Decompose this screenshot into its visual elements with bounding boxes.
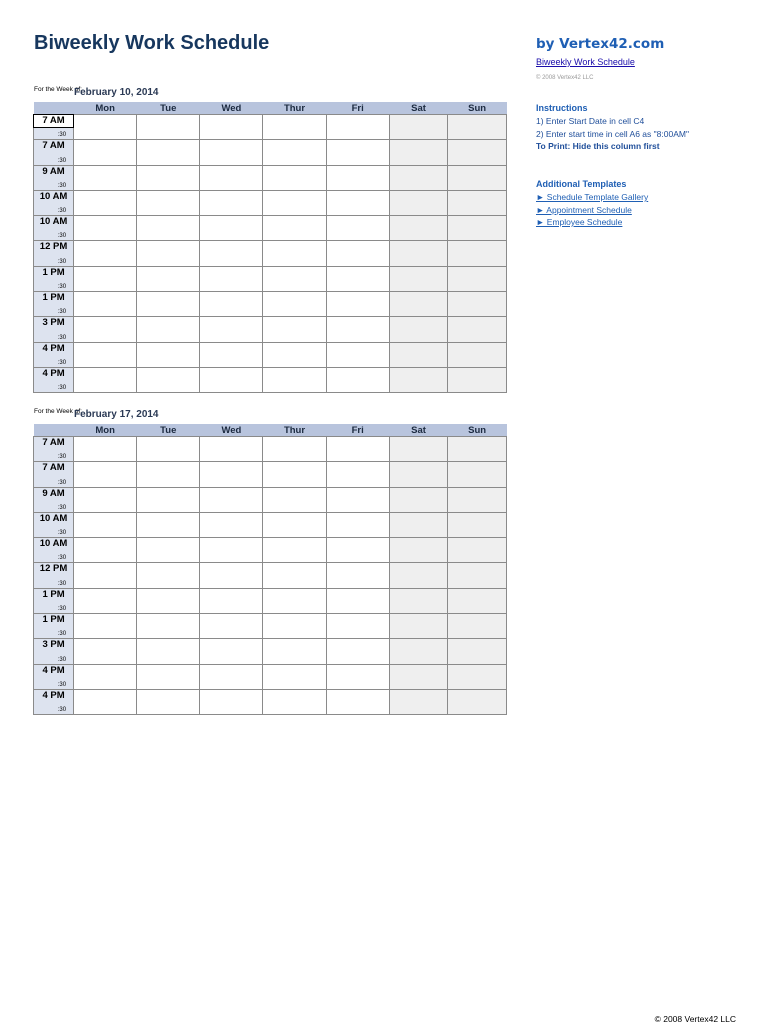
schedule-cell[interactable] <box>448 241 507 266</box>
schedule-cell[interactable] <box>137 216 200 241</box>
schedule-cell[interactable] <box>200 563 263 588</box>
schedule-cell[interactable] <box>389 342 448 367</box>
schedule-cell[interactable] <box>137 437 200 462</box>
table-row <box>34 266 507 291</box>
table-row <box>34 614 507 639</box>
schedule-cell[interactable] <box>137 563 200 588</box>
schedule-cell[interactable] <box>326 317 389 342</box>
schedule-cell[interactable] <box>326 437 389 462</box>
schedule-cell[interactable] <box>137 538 200 563</box>
schedule-cell[interactable] <box>389 165 448 190</box>
table-row <box>34 190 507 215</box>
schedule-cell[interactable] <box>74 140 137 165</box>
schedule-cell[interactable] <box>200 538 263 563</box>
template-link-gallery[interactable]: ► Schedule Template Gallery <box>536 192 649 202</box>
schedule-cell[interactable] <box>389 588 448 613</box>
table-row <box>34 512 507 537</box>
schedule-cell[interactable] <box>74 462 137 487</box>
table-row <box>34 639 507 664</box>
week-label: For the Week of: <box>34 408 82 415</box>
schedule-cell[interactable] <box>200 241 263 266</box>
schedule-table-week-2 <box>33 424 507 715</box>
schedule-cell[interactable] <box>389 563 448 588</box>
table-row <box>34 538 507 563</box>
copyright-small: © 2008 Vertex42 LLC <box>536 75 594 81</box>
schedule-cell[interactable] <box>137 266 200 291</box>
schedule-cell[interactable] <box>326 367 389 392</box>
schedule-link[interactable]: Biweekly Work Schedule <box>536 57 635 67</box>
day-header: Mon <box>74 102 137 115</box>
schedule-cell[interactable] <box>137 512 200 537</box>
schedule-cell[interactable] <box>326 462 389 487</box>
week-label: For the Week of: <box>34 86 82 93</box>
half-hour-label: :30 <box>57 606 67 613</box>
schedule-cell[interactable] <box>137 639 200 664</box>
schedule-cell[interactable] <box>74 190 137 215</box>
hour-label: 7 AM <box>33 114 74 128</box>
schedule-cell[interactable] <box>74 367 137 392</box>
table-row <box>34 367 507 392</box>
time-cell[interactable] <box>34 266 74 291</box>
schedule-cell[interactable] <box>326 538 389 563</box>
schedule-cell[interactable] <box>326 190 389 215</box>
half-hour-label: :30 <box>57 555 67 562</box>
time-cell[interactable] <box>34 241 74 266</box>
hour-label: 9 AM <box>42 487 65 499</box>
instruction-print: To Print: Hide this column first <box>536 141 660 151</box>
schedule-cell[interactable] <box>389 241 448 266</box>
day-header: Sun <box>448 424 507 437</box>
day-header: Fri <box>326 102 389 115</box>
schedule-cell[interactable] <box>200 140 263 165</box>
day-header: Mon <box>74 424 137 437</box>
hour-label: 10 AM <box>39 190 68 202</box>
half-hour-label: :30 <box>57 580 67 587</box>
schedule-cell[interactable] <box>448 487 507 512</box>
time-cell[interactable] <box>34 140 74 165</box>
table-row <box>34 317 507 342</box>
schedule-cell[interactable] <box>448 614 507 639</box>
half-hour-label: :30 <box>57 454 67 461</box>
day-header: Sat <box>389 424 448 437</box>
table-row <box>34 115 507 140</box>
schedule-cell[interactable] <box>263 140 326 165</box>
hour-label: 1 PM <box>42 266 65 278</box>
half-hour-label: :30 <box>57 334 67 341</box>
schedule-cell[interactable] <box>200 266 263 291</box>
schedule-cell[interactable] <box>448 689 507 714</box>
schedule-cell[interactable] <box>389 367 448 392</box>
schedule-cell[interactable] <box>448 165 507 190</box>
time-header <box>34 424 74 437</box>
schedule-cell[interactable] <box>326 266 389 291</box>
schedule-cell[interactable] <box>263 190 326 215</box>
schedule-cell[interactable] <box>448 462 507 487</box>
time-cell[interactable] <box>34 165 74 190</box>
schedule-cell[interactable] <box>74 614 137 639</box>
schedule-cell[interactable] <box>200 292 263 317</box>
hour-label: 4 PM <box>42 689 65 701</box>
time-cell[interactable] <box>34 367 74 392</box>
table-row <box>34 292 507 317</box>
schedule-cell[interactable] <box>200 614 263 639</box>
schedule-cell[interactable] <box>137 487 200 512</box>
hour-label: 10 AM <box>39 538 68 550</box>
half-hour-label: :30 <box>57 385 67 392</box>
time-cell[interactable] <box>34 538 74 563</box>
time-cell[interactable] <box>34 588 74 613</box>
schedule-cell[interactable] <box>200 317 263 342</box>
schedule-cell[interactable] <box>74 342 137 367</box>
schedule-cell[interactable] <box>137 140 200 165</box>
schedule-cell[interactable] <box>137 367 200 392</box>
schedule-cell[interactable] <box>74 266 137 291</box>
additional-templates-title: Additional Templates <box>536 179 627 189</box>
hour-label: 7 AM <box>42 140 65 152</box>
schedule-cell[interactable] <box>263 588 326 613</box>
schedule-cell[interactable] <box>263 487 326 512</box>
schedule-cell[interactable] <box>263 292 326 317</box>
schedule-cell[interactable] <box>326 588 389 613</box>
schedule-cell[interactable] <box>74 512 137 537</box>
schedule-cell[interactable] <box>326 165 389 190</box>
footer-copyright: © 2008 Vertex42 LLC <box>654 1014 736 1024</box>
schedule-cell[interactable] <box>448 317 507 342</box>
schedule-cell[interactable] <box>389 487 448 512</box>
schedule-cell[interactable] <box>263 538 326 563</box>
schedule-cell[interactable] <box>263 563 326 588</box>
schedule-cell[interactable] <box>389 115 448 140</box>
schedule-cell[interactable] <box>74 487 137 512</box>
schedule-cell[interactable] <box>263 317 326 342</box>
schedule-cell[interactable] <box>137 165 200 190</box>
schedule-cell[interactable] <box>137 462 200 487</box>
hour-label: 4 PM <box>42 342 65 354</box>
schedule-cell[interactable] <box>74 664 137 689</box>
hour-label: 7 AM <box>42 462 65 474</box>
schedule-cell[interactable] <box>326 664 389 689</box>
schedule-cell[interactable] <box>448 367 507 392</box>
schedule-cell[interactable] <box>137 317 200 342</box>
schedule-cell[interactable] <box>200 216 263 241</box>
schedule-cell[interactable] <box>389 462 448 487</box>
schedule-cell[interactable] <box>74 165 137 190</box>
schedule-cell[interactable] <box>74 563 137 588</box>
schedule-cell[interactable] <box>326 689 389 714</box>
hour-label: 1 PM <box>42 292 65 304</box>
day-header: Tue <box>137 102 200 115</box>
day-header: Sun <box>448 102 507 115</box>
table-row <box>34 140 507 165</box>
schedule-cell[interactable] <box>263 664 326 689</box>
table-row <box>34 664 507 689</box>
time-cell[interactable] <box>34 342 74 367</box>
day-header: Thur <box>263 102 326 115</box>
schedule-cell[interactable] <box>74 689 137 714</box>
hour-label: 7 AM <box>42 437 65 448</box>
schedule-cell[interactable] <box>389 538 448 563</box>
half-hour-label: :30 <box>57 656 67 663</box>
schedule-cell[interactable] <box>448 140 507 165</box>
schedule-cell[interactable] <box>263 437 326 462</box>
half-hour-label: :30 <box>57 479 67 486</box>
schedule-cell[interactable] <box>448 216 507 241</box>
schedule-cell[interactable] <box>263 689 326 714</box>
half-hour-label: :30 <box>57 681 67 688</box>
schedule-cell[interactable] <box>263 614 326 639</box>
schedule-cell[interactable] <box>263 241 326 266</box>
schedule-cell[interactable] <box>389 190 448 215</box>
half-hour-label: :30 <box>57 182 67 189</box>
time-cell[interactable] <box>34 190 74 215</box>
schedule-cell[interactable] <box>200 190 263 215</box>
schedule-cell[interactable] <box>74 292 137 317</box>
schedule-cell[interactable] <box>137 614 200 639</box>
time-cell[interactable] <box>34 512 74 537</box>
table-row <box>34 165 507 190</box>
schedule-cell[interactable] <box>326 512 389 537</box>
schedule-cell[interactable] <box>326 241 389 266</box>
day-header: Thur <box>263 424 326 437</box>
table-row <box>34 342 507 367</box>
schedule-cell[interactable] <box>200 487 263 512</box>
schedule-cell[interactable] <box>200 115 263 140</box>
hour-label: 1 PM <box>42 588 65 600</box>
schedule-cell[interactable] <box>448 437 507 462</box>
schedule-cell[interactable] <box>448 512 507 537</box>
schedule-cell[interactable] <box>200 664 263 689</box>
half-hour-label: :30 <box>57 132 67 139</box>
schedule-cell[interactable] <box>137 115 200 140</box>
day-header: Fri <box>326 424 389 437</box>
schedule-cell[interactable] <box>448 538 507 563</box>
schedule-cell[interactable] <box>74 538 137 563</box>
time-cell[interactable] <box>34 317 74 342</box>
hour-label: 10 AM <box>39 512 68 524</box>
schedule-cell[interactable] <box>137 241 200 266</box>
schedule-cell[interactable] <box>448 342 507 367</box>
time-cell[interactable] <box>34 614 74 639</box>
hour-label: 4 PM <box>42 664 65 676</box>
time-cell[interactable] <box>34 563 74 588</box>
schedule-cell[interactable] <box>389 664 448 689</box>
schedule-cell[interactable] <box>200 462 263 487</box>
hour-label: 12 PM <box>39 241 68 253</box>
schedule-cell[interactable] <box>448 292 507 317</box>
schedule-cell[interactable] <box>448 639 507 664</box>
schedule-cell[interactable] <box>263 512 326 537</box>
schedule-cell[interactable] <box>389 140 448 165</box>
schedule-cell[interactable] <box>137 689 200 714</box>
schedule-cell[interactable] <box>200 165 263 190</box>
time-cell[interactable] <box>34 664 74 689</box>
schedule-cell[interactable] <box>389 639 448 664</box>
week-date[interactable]: February 17, 2014 <box>74 409 159 420</box>
schedule-cell[interactable] <box>326 292 389 317</box>
schedule-cell[interactable] <box>137 588 200 613</box>
schedule-cell[interactable] <box>263 216 326 241</box>
time-cell[interactable] <box>34 437 74 462</box>
schedule-cell[interactable] <box>389 689 448 714</box>
schedule-cell[interactable] <box>448 588 507 613</box>
hour-label: 3 PM <box>42 317 65 329</box>
hour-label: 10 AM <box>39 216 68 228</box>
table-row <box>34 241 507 266</box>
time-cell[interactable] <box>34 115 74 140</box>
hour-label: 1 PM <box>42 614 65 626</box>
half-hour-label: :30 <box>57 157 67 164</box>
time-cell[interactable] <box>34 462 74 487</box>
week-date[interactable]: February 10, 2014 <box>74 87 159 98</box>
schedule-cell[interactable] <box>326 140 389 165</box>
schedule-cell[interactable] <box>200 689 263 714</box>
instruction-line-2: 2) Enter start time in cell A6 as "8:00AM" <box>536 129 689 139</box>
day-header: Tue <box>137 424 200 437</box>
table-row <box>34 563 507 588</box>
table-row <box>34 462 507 487</box>
schedule-cell[interactable] <box>448 266 507 291</box>
schedule-cell[interactable] <box>74 216 137 241</box>
time-header <box>34 102 74 115</box>
table-row <box>34 487 507 512</box>
time-cell[interactable] <box>34 292 74 317</box>
hour-label: 9 AM <box>42 165 65 177</box>
schedule-cell[interactable] <box>74 437 137 462</box>
schedule-cell[interactable] <box>200 588 263 613</box>
schedule-cell[interactable] <box>74 588 137 613</box>
table-row <box>34 588 507 613</box>
half-hour-label: :30 <box>57 359 67 366</box>
schedule-cell[interactable] <box>326 216 389 241</box>
schedule-cell[interactable] <box>263 165 326 190</box>
schedule-cell[interactable] <box>448 563 507 588</box>
half-hour-label: :30 <box>57 258 67 265</box>
time-cell[interactable] <box>34 639 74 664</box>
schedule-table-week-1 <box>33 102 507 393</box>
schedule-cell[interactable] <box>448 664 507 689</box>
schedule-cell[interactable] <box>326 115 389 140</box>
hour-label: 12 PM <box>39 563 68 575</box>
template-link-employee[interactable]: ► Employee Schedule <box>536 217 623 227</box>
schedule-cell[interactable] <box>448 115 507 140</box>
half-hour-label: :30 <box>57 631 67 638</box>
half-hour-label: :30 <box>57 233 67 240</box>
schedule-cell[interactable] <box>74 317 137 342</box>
table-row <box>34 216 507 241</box>
schedule-cell[interactable] <box>326 614 389 639</box>
schedule-cell[interactable] <box>389 317 448 342</box>
schedule-cell[interactable] <box>326 487 389 512</box>
schedule-cell[interactable] <box>389 216 448 241</box>
schedule-cell[interactable] <box>137 190 200 215</box>
schedule-cell[interactable] <box>326 639 389 664</box>
hour-label: 4 PM <box>42 367 65 379</box>
time-cell[interactable] <box>34 487 74 512</box>
half-hour-label: :30 <box>57 707 67 714</box>
half-hour-label: :30 <box>57 208 67 215</box>
schedule-cell[interactable] <box>389 614 448 639</box>
day-header: Wed <box>200 424 263 437</box>
table-row <box>34 689 507 714</box>
half-hour-label: :30 <box>57 284 67 291</box>
day-header: Wed <box>200 102 263 115</box>
schedule-cell[interactable] <box>263 266 326 291</box>
schedule-cell[interactable] <box>326 563 389 588</box>
day-header: Sat <box>389 102 448 115</box>
schedule-cell[interactable] <box>326 342 389 367</box>
schedule-cell[interactable] <box>389 266 448 291</box>
template-link-appointment[interactable]: ► Appointment Schedule <box>536 205 632 215</box>
schedule-cell[interactable] <box>200 367 263 392</box>
schedule-cell[interactable] <box>263 367 326 392</box>
schedule-cell[interactable] <box>137 292 200 317</box>
hour-label: 3 PM <box>42 639 65 651</box>
schedule-cell[interactable] <box>263 639 326 664</box>
schedule-cell[interactable] <box>263 115 326 140</box>
schedule-cell[interactable] <box>200 639 263 664</box>
schedule-cell[interactable] <box>200 342 263 367</box>
schedule-cell[interactable] <box>263 342 326 367</box>
time-cell[interactable] <box>34 689 74 714</box>
half-hour-label: :30 <box>57 530 67 537</box>
schedule-cell[interactable] <box>137 664 200 689</box>
schedule-cell[interactable] <box>263 462 326 487</box>
page-title: Biweekly Work Schedule <box>34 32 270 54</box>
brand-logo-text[interactable]: by Vertex42.com <box>536 36 665 52</box>
schedule-cell[interactable] <box>200 437 263 462</box>
table-row <box>34 437 507 462</box>
schedule-cell[interactable] <box>74 115 137 140</box>
schedule-cell[interactable] <box>389 437 448 462</box>
schedule-cell[interactable] <box>137 342 200 367</box>
schedule-cell[interactable] <box>74 241 137 266</box>
schedule-cell[interactable] <box>74 639 137 664</box>
instruction-line-1: 1) Enter Start Date in cell C4 <box>536 116 645 126</box>
schedule-cell[interactable] <box>389 512 448 537</box>
instructions-title: Instructions <box>536 103 588 113</box>
half-hour-label: :30 <box>57 504 67 511</box>
half-hour-label: :30 <box>57 309 67 316</box>
schedule-cell[interactable] <box>389 292 448 317</box>
schedule-cell[interactable] <box>200 512 263 537</box>
schedule-cell[interactable] <box>448 190 507 215</box>
time-cell[interactable] <box>34 216 74 241</box>
